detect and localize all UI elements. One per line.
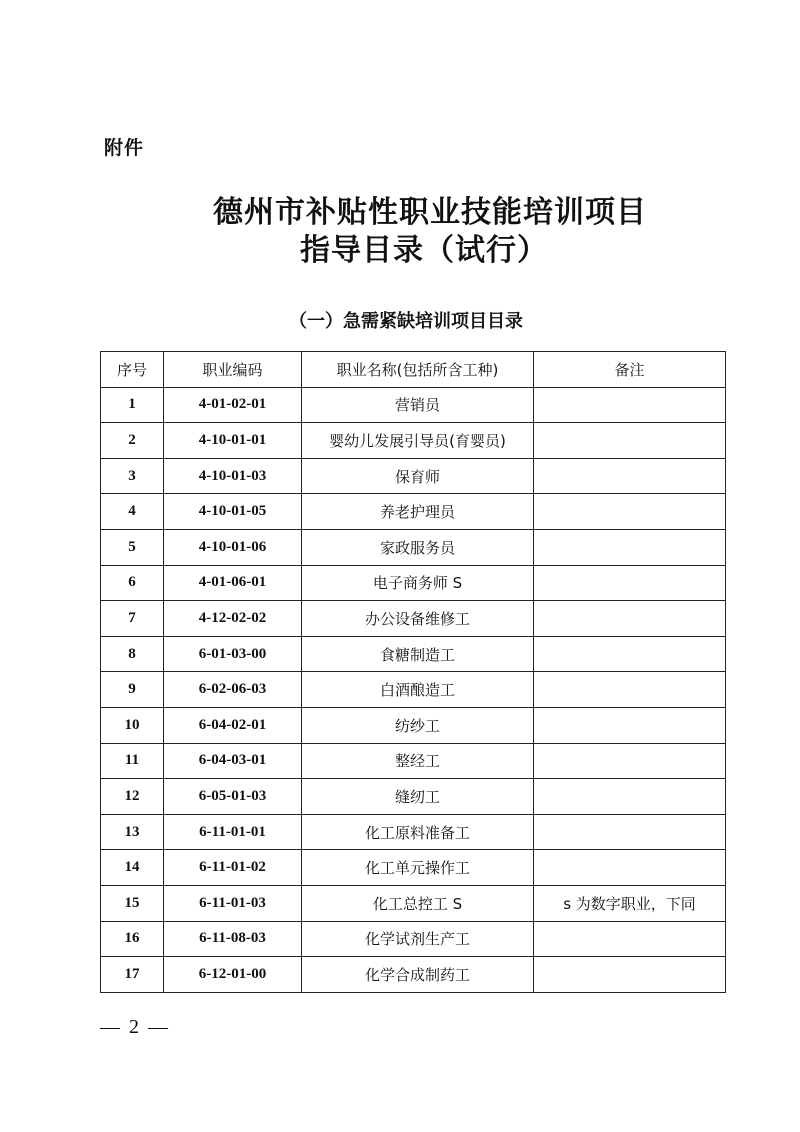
table-row — [101, 779, 726, 815]
row-name: 白酒酿造工 — [302, 672, 534, 708]
table-row — [101, 387, 726, 423]
row-note — [534, 814, 726, 850]
row-code: 6-04-03-01 — [164, 743, 302, 779]
row-note — [534, 921, 726, 957]
row-name: 养老护理员 — [302, 494, 534, 530]
row-note — [534, 458, 726, 494]
row-name: 营销员 — [302, 387, 534, 423]
row-name: 化学合成制药工 — [302, 957, 534, 993]
row-name: 整经工 — [302, 743, 534, 779]
row-note — [534, 636, 726, 672]
row-code: 6-04-02-01 — [164, 707, 302, 743]
occupation-catalog-table — [100, 351, 726, 993]
document-title-line2: 指导目录（试行） — [300, 233, 548, 268]
table-row — [101, 921, 726, 957]
row-code: 6-11-01-02 — [164, 850, 302, 886]
header-name: 职业名称(包括所含工种) — [302, 352, 534, 388]
row-name: 家政服务员 — [302, 529, 534, 565]
table-row — [101, 814, 726, 850]
table-row — [101, 885, 726, 921]
row-code: 6-05-01-03 — [164, 779, 302, 815]
row-seq: 12 — [101, 779, 164, 815]
row-seq: 9 — [101, 672, 164, 708]
annex-label: 附件 — [104, 137, 145, 159]
section-heading: （一）急需紧缺培训项目目录 — [289, 311, 523, 332]
row-seq: 2 — [101, 423, 164, 459]
row-code: 4-01-02-01 — [164, 387, 302, 423]
row-name: 保育师 — [302, 458, 534, 494]
row-code: 4-10-01-03 — [164, 458, 302, 494]
row-note — [534, 707, 726, 743]
row-name: 化学试剂生产工 — [302, 921, 534, 957]
table-row — [101, 458, 726, 494]
row-note — [534, 779, 726, 815]
row-seq: 15 — [101, 885, 164, 921]
row-code: 6-11-01-01 — [164, 814, 302, 850]
row-note — [534, 565, 726, 601]
header-note: 备注 — [534, 352, 726, 388]
table-row — [101, 850, 726, 886]
row-seq: 14 — [101, 850, 164, 886]
row-code: 4-12-02-02 — [164, 601, 302, 637]
row-code: 6-11-01-03 — [164, 885, 302, 921]
row-note — [534, 850, 726, 886]
row-name: 化工总控工 S — [302, 885, 534, 921]
table-row — [101, 636, 726, 672]
document-title-line1: 德州市补贴性职业技能培训项目 — [213, 195, 647, 230]
row-code: 6-01-03-00 — [164, 636, 302, 672]
row-seq: 5 — [101, 529, 164, 565]
table-row — [101, 494, 726, 530]
row-seq: 3 — [101, 458, 164, 494]
table-row — [101, 565, 726, 601]
table-row — [101, 529, 726, 565]
row-note — [534, 957, 726, 993]
row-seq: 11 — [101, 743, 164, 779]
table-row — [101, 601, 726, 637]
row-note — [534, 672, 726, 708]
row-note — [534, 743, 726, 779]
row-seq: 10 — [101, 707, 164, 743]
row-name: 缝纫工 — [302, 779, 534, 815]
row-name: 化工原料准备工 — [302, 814, 534, 850]
row-code: 4-10-01-06 — [164, 529, 302, 565]
row-seq: 4 — [101, 494, 164, 530]
table-row — [101, 423, 726, 459]
row-code: 6-12-01-00 — [164, 957, 302, 993]
table-row — [101, 743, 726, 779]
row-name: 电子商务师 S — [302, 565, 534, 601]
header-seq: 序号 — [101, 352, 164, 388]
row-note — [534, 423, 726, 459]
row-name: 食糖制造工 — [302, 636, 534, 672]
row-code: 6-02-06-03 — [164, 672, 302, 708]
row-seq: 7 — [101, 601, 164, 637]
table-row — [101, 672, 726, 708]
row-note — [534, 494, 726, 530]
row-note: s 为数字职业，下同 — [534, 885, 726, 921]
row-seq: 13 — [101, 814, 164, 850]
row-code: 4-10-01-01 — [164, 423, 302, 459]
table-row — [101, 957, 726, 993]
row-code: 4-01-06-01 — [164, 565, 302, 601]
row-seq: 16 — [101, 921, 164, 957]
page-number: — 2 — — [100, 1016, 170, 1038]
header-code: 职业编码 — [164, 352, 302, 388]
row-seq: 1 — [101, 387, 164, 423]
row-code: 4-10-01-05 — [164, 494, 302, 530]
row-seq: 8 — [101, 636, 164, 672]
row-code: 6-11-08-03 — [164, 921, 302, 957]
table-row — [101, 707, 726, 743]
row-name: 办公设备维修工 — [302, 601, 534, 637]
row-seq: 17 — [101, 957, 164, 993]
row-name: 婴幼儿发展引导员(育婴员) — [302, 423, 534, 459]
row-note — [534, 601, 726, 637]
row-seq: 6 — [101, 565, 164, 601]
row-note — [534, 387, 726, 423]
row-name: 纺纱工 — [302, 707, 534, 743]
row-note — [534, 529, 726, 565]
row-name: 化工单元操作工 — [302, 850, 534, 886]
table-header-row — [101, 352, 726, 388]
